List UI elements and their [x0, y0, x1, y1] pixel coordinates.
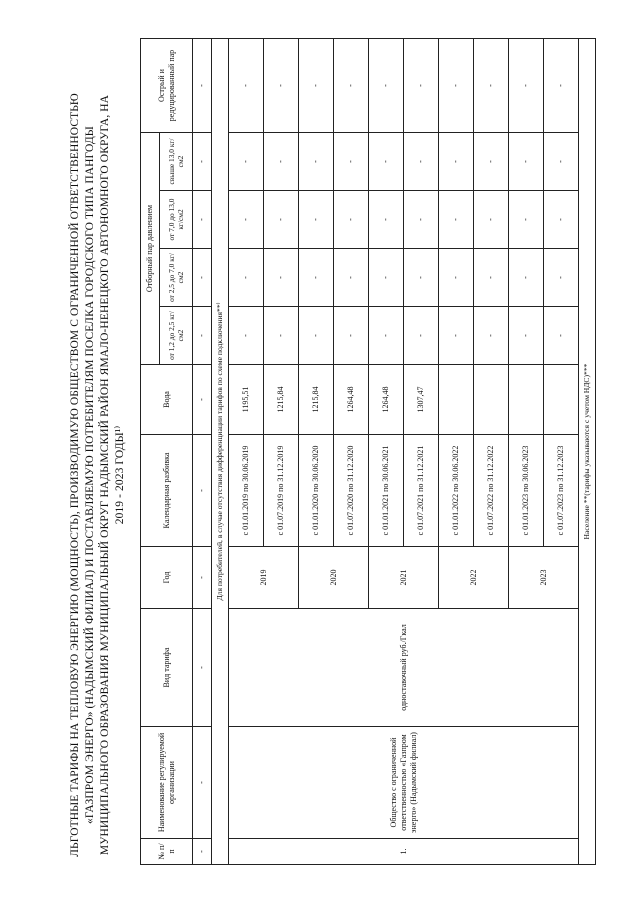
water-tariff-cell: 1264,48 [369, 365, 404, 435]
steam-tariff-cell: - [509, 307, 544, 365]
steam-tariff-cell: - [334, 191, 369, 249]
org-number: 1. [229, 839, 579, 865]
water-tariff-cell: 1307,47 [404, 365, 439, 435]
steam-tariff-cell: - [264, 133, 299, 191]
steam-tariff-cell: - [404, 307, 439, 365]
steam-tariff-cell: - [509, 249, 544, 307]
period-cell: с 01.07.2021 по 31.12.2021 [404, 435, 439, 547]
steam-tariff-cell: - [369, 249, 404, 307]
tariff-table [140, 38, 596, 865]
water-tariff-cell [474, 365, 509, 435]
steam-tariff-cell: - [369, 133, 404, 191]
steam-tariff-cell: - [439, 133, 474, 191]
steam-tariff-cell: - [439, 307, 474, 365]
sharp-steam-tariff-cell: - [299, 39, 334, 133]
year-cell: 2023 [509, 547, 579, 609]
period-cell: с 01.01.2022 по 30.06.2022 [439, 435, 474, 547]
water-tariff-cell [544, 365, 579, 435]
population-note [579, 39, 596, 865]
steam-tariff-cell: - [299, 307, 334, 365]
header-water: Вода [141, 365, 193, 435]
dash-cell: - [193, 39, 212, 133]
steam-tariff-cell: - [474, 307, 509, 365]
dash-row [193, 39, 212, 865]
header-steam-sub-1: от 1,2 до 2,5 кг/см2 [160, 307, 193, 365]
sharp-steam-tariff-cell: - [439, 39, 474, 133]
steam-tariff-cell: - [334, 133, 369, 191]
dash-cell: - [193, 133, 212, 191]
year-cell: 2021 [369, 547, 439, 609]
steam-tariff-cell: - [474, 249, 509, 307]
tariff-rows [229, 39, 579, 865]
steam-tariff-cell: - [544, 191, 579, 249]
header-num: № п/п [141, 839, 193, 865]
period-cell: с 01.01.2019 по 30.06.2019 [229, 435, 264, 547]
steam-tariff-cell: - [404, 249, 439, 307]
period-cell: с 01.07.2023 по 31.12.2023 [544, 435, 579, 547]
steam-tariff-cell: - [404, 191, 439, 249]
dash-cell: - [193, 365, 212, 435]
steam-tariff-cell: - [439, 191, 474, 249]
dash-cell: - [193, 727, 212, 839]
tariff-type: одноставочный руб./Гкал [229, 609, 579, 727]
steam-tariff-cell: - [509, 133, 544, 191]
period-cell: с 01.01.2020 по 30.06.2020 [299, 435, 334, 547]
steam-tariff-cell: - [369, 191, 404, 249]
population-note-text: Население **(тарифы указываются с учетом НДС)*** [582, 363, 591, 540]
sharp-steam-tariff-cell: - [544, 39, 579, 133]
steam-tariff-cell: - [544, 249, 579, 307]
steam-tariff-cell: - [299, 249, 334, 307]
sharp-steam-tariff-cell: - [334, 39, 369, 133]
header-tariff-type: Вид тарифа [141, 609, 193, 727]
steam-tariff-cell: - [229, 133, 264, 191]
header-year: Год [141, 547, 193, 609]
water-tariff-cell: 1215,84 [264, 365, 299, 435]
steam-tariff-cell: - [264, 307, 299, 365]
water-tariff-cell [509, 365, 544, 435]
period-cell: с 01.07.2019 по 31.12.2019 [264, 435, 299, 547]
steam-tariff-cell: - [439, 249, 474, 307]
header-org: Наименование регулируемой организации [141, 727, 193, 839]
header-steam-sub-2: от 2,5 до 7,0 кг/см2 [160, 249, 193, 307]
steam-tariff-cell: - [229, 307, 264, 365]
steam-tariff-cell: - [404, 133, 439, 191]
steam-tariff-cell: - [509, 191, 544, 249]
section-note: Для потребителей, в случае отсутствия дифференциации тарифов по схеме подключения**⁾ [212, 39, 229, 865]
steam-tariff-cell: - [544, 307, 579, 365]
table-row [229, 39, 264, 865]
steam-tariff-cell: - [544, 133, 579, 191]
water-tariff-cell: 1264,48 [334, 365, 369, 435]
header-steam-sub-3: от 7,0 до 13,0 кг/см2 [160, 191, 193, 249]
water-tariff-cell: 1195,51 [229, 365, 264, 435]
steam-tariff-cell: - [299, 191, 334, 249]
steam-tariff-cell: - [299, 133, 334, 191]
steam-tariff-cell: - [474, 191, 509, 249]
header-steam-sub-4: свыше 13,0 кг/см2 [160, 133, 193, 191]
org-name: Общество с ограниченной ответственностью «Газпром энерго» (Надымский филиал) [229, 727, 579, 839]
steam-tariff-cell: - [474, 133, 509, 191]
period-cell: с 01.01.2021 по 30.06.2021 [369, 435, 404, 547]
sharp-steam-tariff-cell: - [264, 39, 299, 133]
steam-tariff-cell: - [334, 307, 369, 365]
year-cell: 2019 [229, 547, 299, 609]
dash-cell: - [193, 307, 212, 365]
year-cell: 2020 [299, 547, 369, 609]
dash-cell: - [193, 191, 212, 249]
year-cell: 2022 [439, 547, 509, 609]
period-cell: с 01.07.2022 по 31.12.2022 [474, 435, 509, 547]
sharp-steam-tariff-cell: - [229, 39, 264, 133]
steam-tariff-cell: - [229, 249, 264, 307]
dash-cell: - [193, 249, 212, 307]
sharp-steam-tariff-cell: - [404, 39, 439, 133]
dash-cell: - [193, 839, 212, 865]
steam-tariff-cell: - [229, 191, 264, 249]
header-steam: Отборный пар давлением [141, 133, 160, 365]
sharp-steam-tariff-cell: - [509, 39, 544, 133]
header-period: Календарная разбивка [141, 435, 193, 547]
dash-cell: - [193, 547, 212, 609]
steam-tariff-cell: - [334, 249, 369, 307]
water-tariff-cell [439, 365, 474, 435]
dash-cell: - [193, 435, 212, 547]
document-title: ЛЬГОТНЫЕ ТАРИФЫ НА ТЕПЛОВУЮ ЭНЕРГИЮ (МОЩНОСТЬ), ПРОИЗВОДИМУЮ ОБЩЕСТВОМ С ОГРАНИЧЕННОЙ ОТВЕТСТВЕННОСТЬЮ «ГАЗПРОМ ЭНЕРГО» (НАДЫМСКИЙ ФИЛИАЛ) И ПОСТАВЛЯЕМУЮ ПОТРЕБИТЕЛЯМ ПОСЕЛКА ГОРОДСКОГО ТИПА ПАНГОДЫ МУНИЦИПАЛЬНОГО ОБРАЗОВАНИЯ МУНИЦИПАЛЬНЫЙ ОКРУГ НАДЫМСКИЙ РАЙОН ЯМАЛО-НЕНЕЦКОГО АВТОНОМНОГО ОКРУГА, НА 2019 - 2023 ГОДЫ¹⁾ [69, 93, 126, 857]
sharp-steam-tariff-cell: - [474, 39, 509, 133]
steam-tariff-cell: - [264, 249, 299, 307]
water-tariff-cell: 1215,84 [299, 365, 334, 435]
steam-tariff-cell: - [369, 307, 404, 365]
sharp-steam-tariff-cell: - [369, 39, 404, 133]
steam-tariff-cell: - [264, 191, 299, 249]
period-cell: с 01.07.2020 по 31.12.2020 [334, 435, 369, 547]
period-cell: с 01.01.2023 по 30.06.2023 [509, 435, 544, 547]
header-sharp-steam: Острый и редуцированный пар [141, 39, 193, 133]
dash-cell: - [193, 609, 212, 727]
